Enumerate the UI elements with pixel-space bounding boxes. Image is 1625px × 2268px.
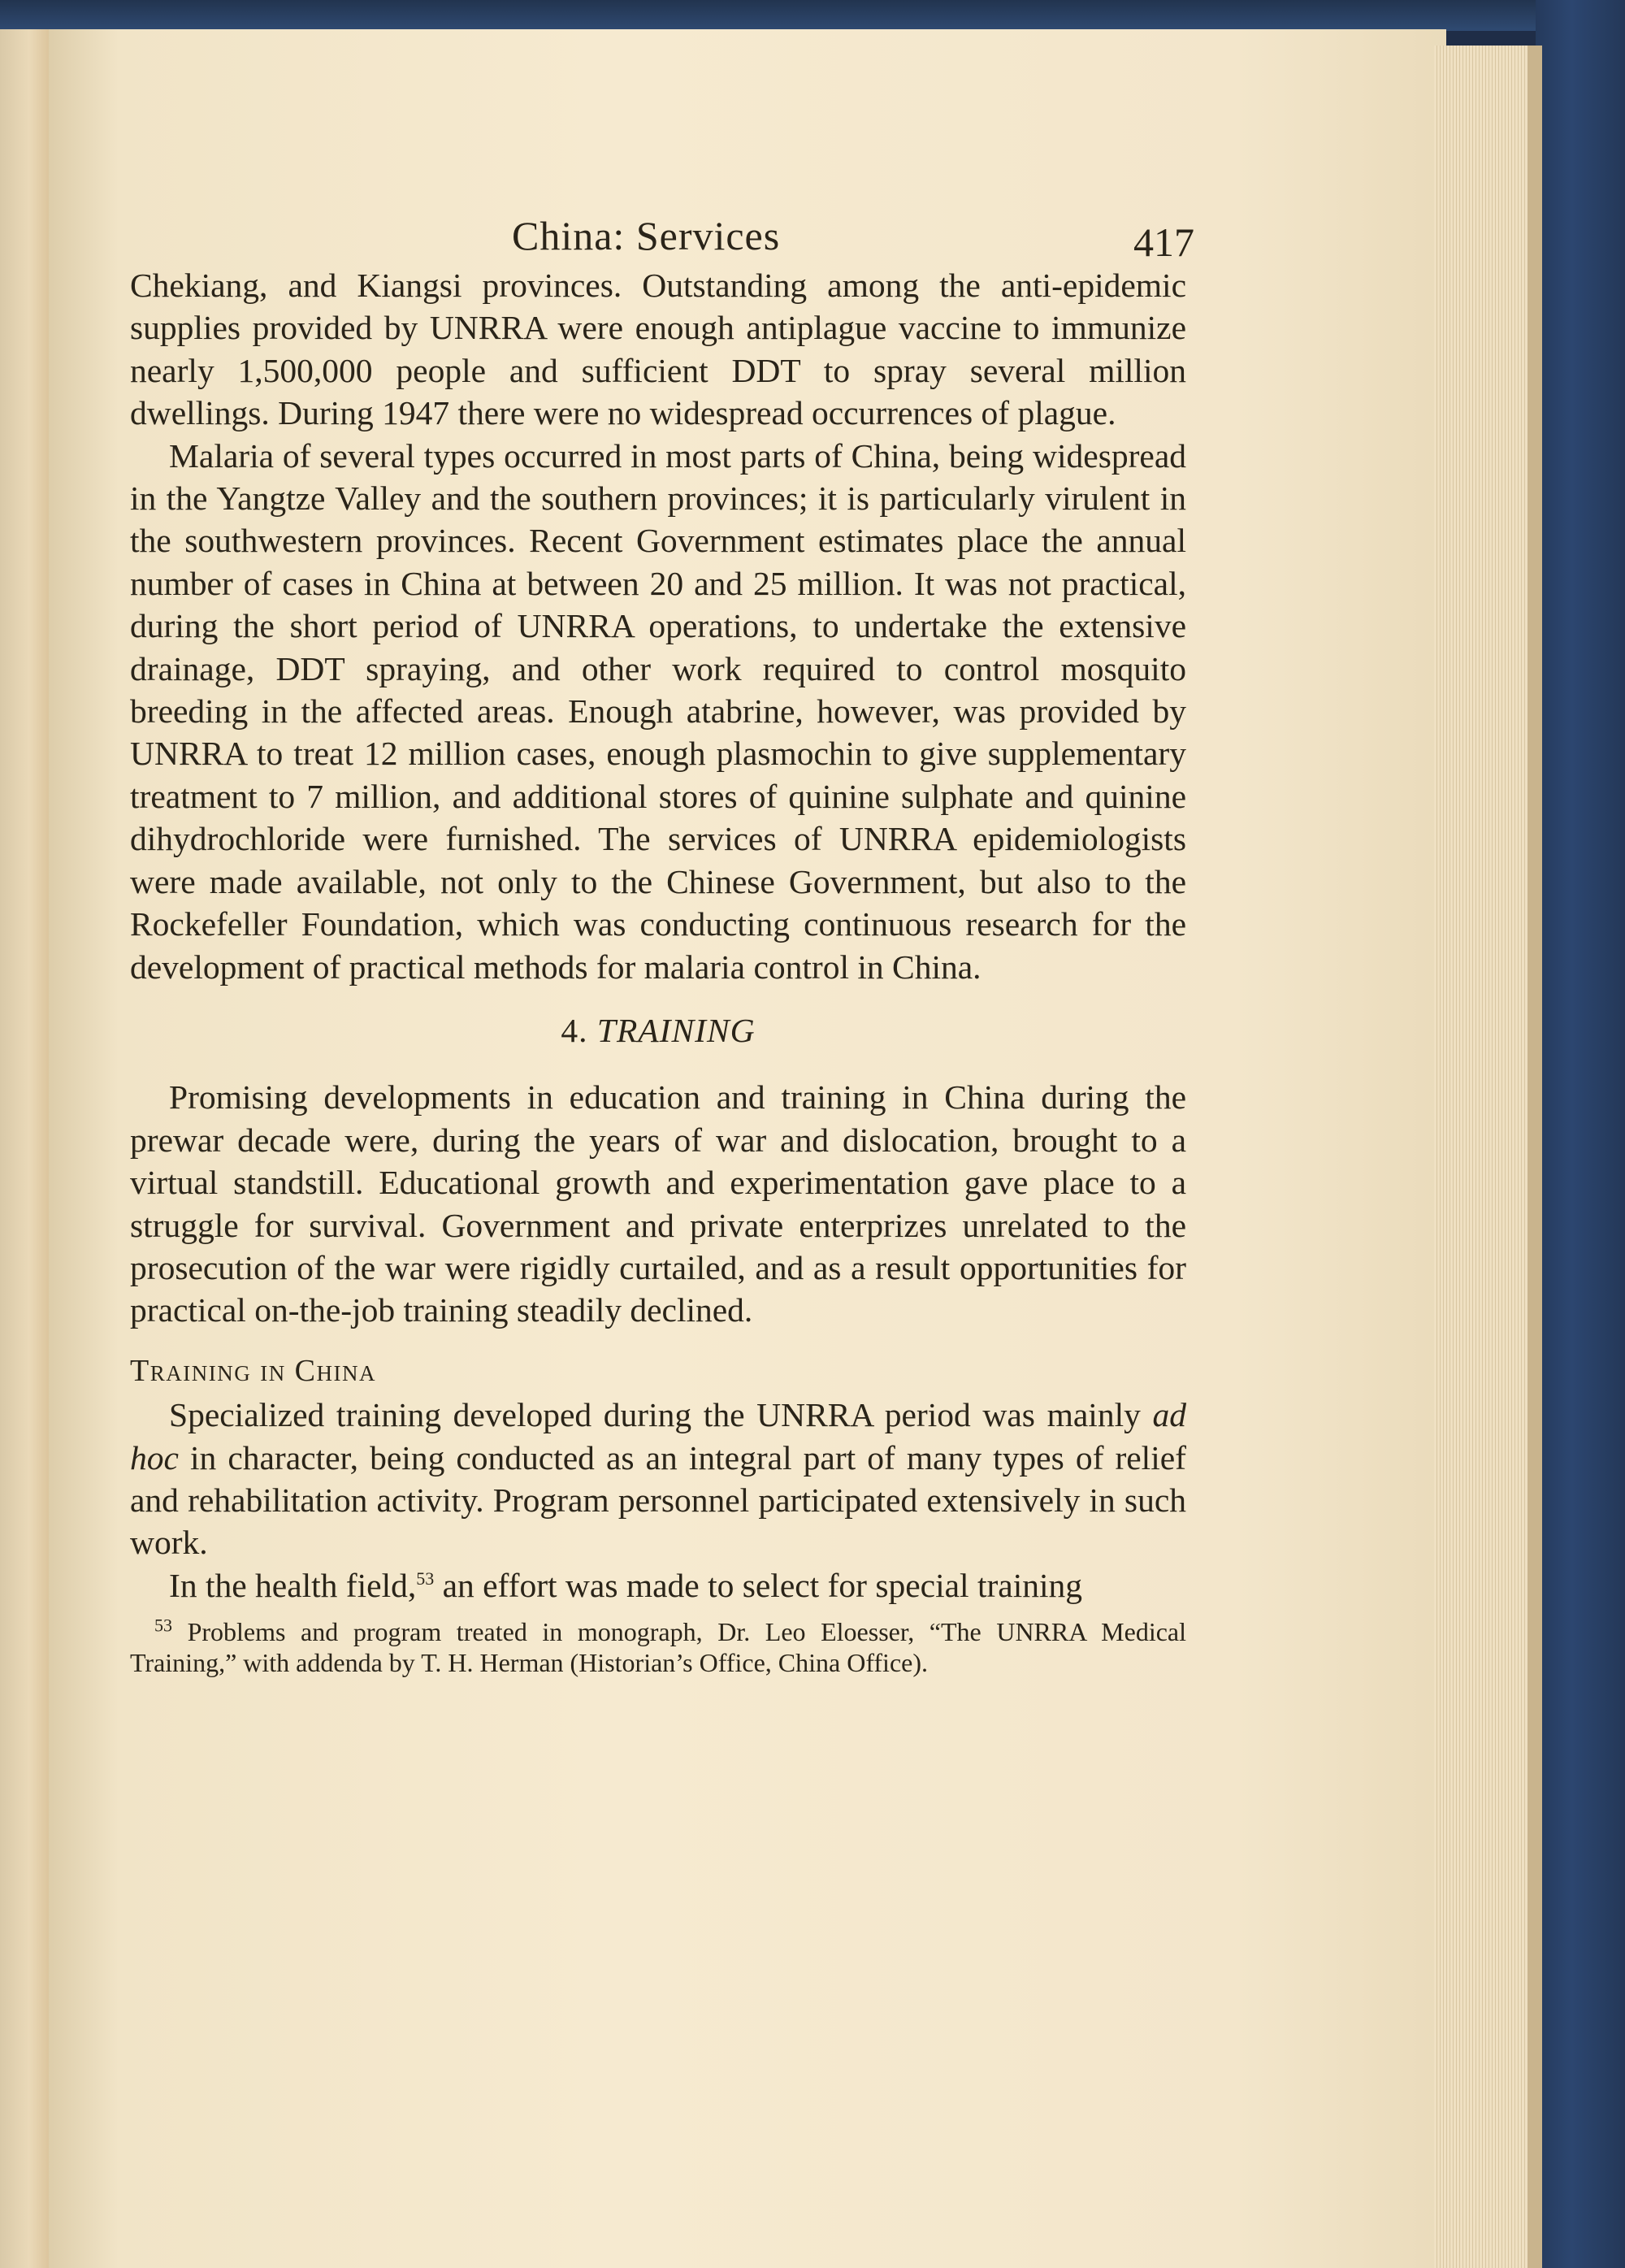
paragraph-text: an effort was made to select for special training [434, 1566, 1083, 1604]
paragraph-text: In the health field, [169, 1566, 417, 1604]
book-cover-right [1536, 0, 1625, 2268]
section-heading [130, 1009, 1186, 1052]
page-body [130, 264, 1186, 1678]
book-cover-top [0, 0, 1625, 31]
paragraph-text: Specialized training developed during the UNRRA period was mainly [169, 1396, 1153, 1434]
italic-phrase: ad hoc [130, 1396, 1186, 1477]
facing-page-edge [0, 29, 49, 2268]
page-stack-edges [1434, 46, 1540, 2268]
paragraph-malaria: Malaria of several types occurred in most parts of China, being widespread in the Yangtze Valley and the southern provinces; it is particularly virulent in the southwestern provinces. Recent Government estimates place the annual number of cases in China at between 20 and 25 million. It was not practical, during the short period of UNRRA operations, to undertake the extensive drainage, DDT spraying, and other work required to control mosquito breeding in the affected areas. Enough atabrine, however, was provided by UNRRA to treat 12 million cases, enough plasmochin to give supplementary treatment to 7 million, and additional stores of quinine sulphate and quinine dihydrochloride were furnished. The services of UNRRA epidemiologists were made available, not only to the Chinese Government, but also to the Rockefeller Foundation, which was conducting continuous research for the development of practical methods for malaria control in China. [130, 436, 1186, 986]
section-number: 4. [561, 1011, 588, 1049]
paragraph-plague: Chekiang, and Kiangsi provinces. Outstanding among the anti-epidemic supplies provided by UNRRA were enough antiplague vaccine to immunize nearly 1,500,000 people and sufficient DDT to spray several million dwellings. During 1947 there were no widespread occurrences of plague. [130, 267, 1186, 432]
paragraph-specialized-training [130, 1394, 1186, 1564]
page-number: 417 [1133, 219, 1194, 265]
paragraph-training-intro: Promising developments in education and training in China during the prewar decade were, during the years of war and dislocation, brought to a virtual standstill. Educational growth and experimentation gave place to a struggle for survival. Government and private enterprizes unrelated to the prosecution of the war were rigidly curtailed, and as a result opportunities for practical on-the-job training steadily declined. [130, 1078, 1186, 1329]
paragraph-health-field [130, 1564, 1186, 1607]
footnote [130, 1616, 1186, 1678]
paragraph-text: in character, being conducted as an integral part of many types of relief and rehabilitation activity. Program personnel participated extensively in such work. [130, 1438, 1186, 1562]
footnote-reference: 53 [416, 1568, 435, 1589]
running-head [130, 207, 1194, 264]
footnote-text: Problems and program treated in monograph, Dr. Leo Eloesser, “The UNRRA Medical Training,” with addenda by T. H. Herman (Historian’s Office, China Office). [130, 1617, 1186, 1678]
running-title: China: Services [512, 213, 781, 258]
footnote-marker: 53 [154, 1615, 172, 1636]
subsection-heading: Training in China [130, 1353, 377, 1388]
section-title: TRAINING [596, 1011, 756, 1049]
page-stack-shadow [1528, 46, 1542, 2268]
